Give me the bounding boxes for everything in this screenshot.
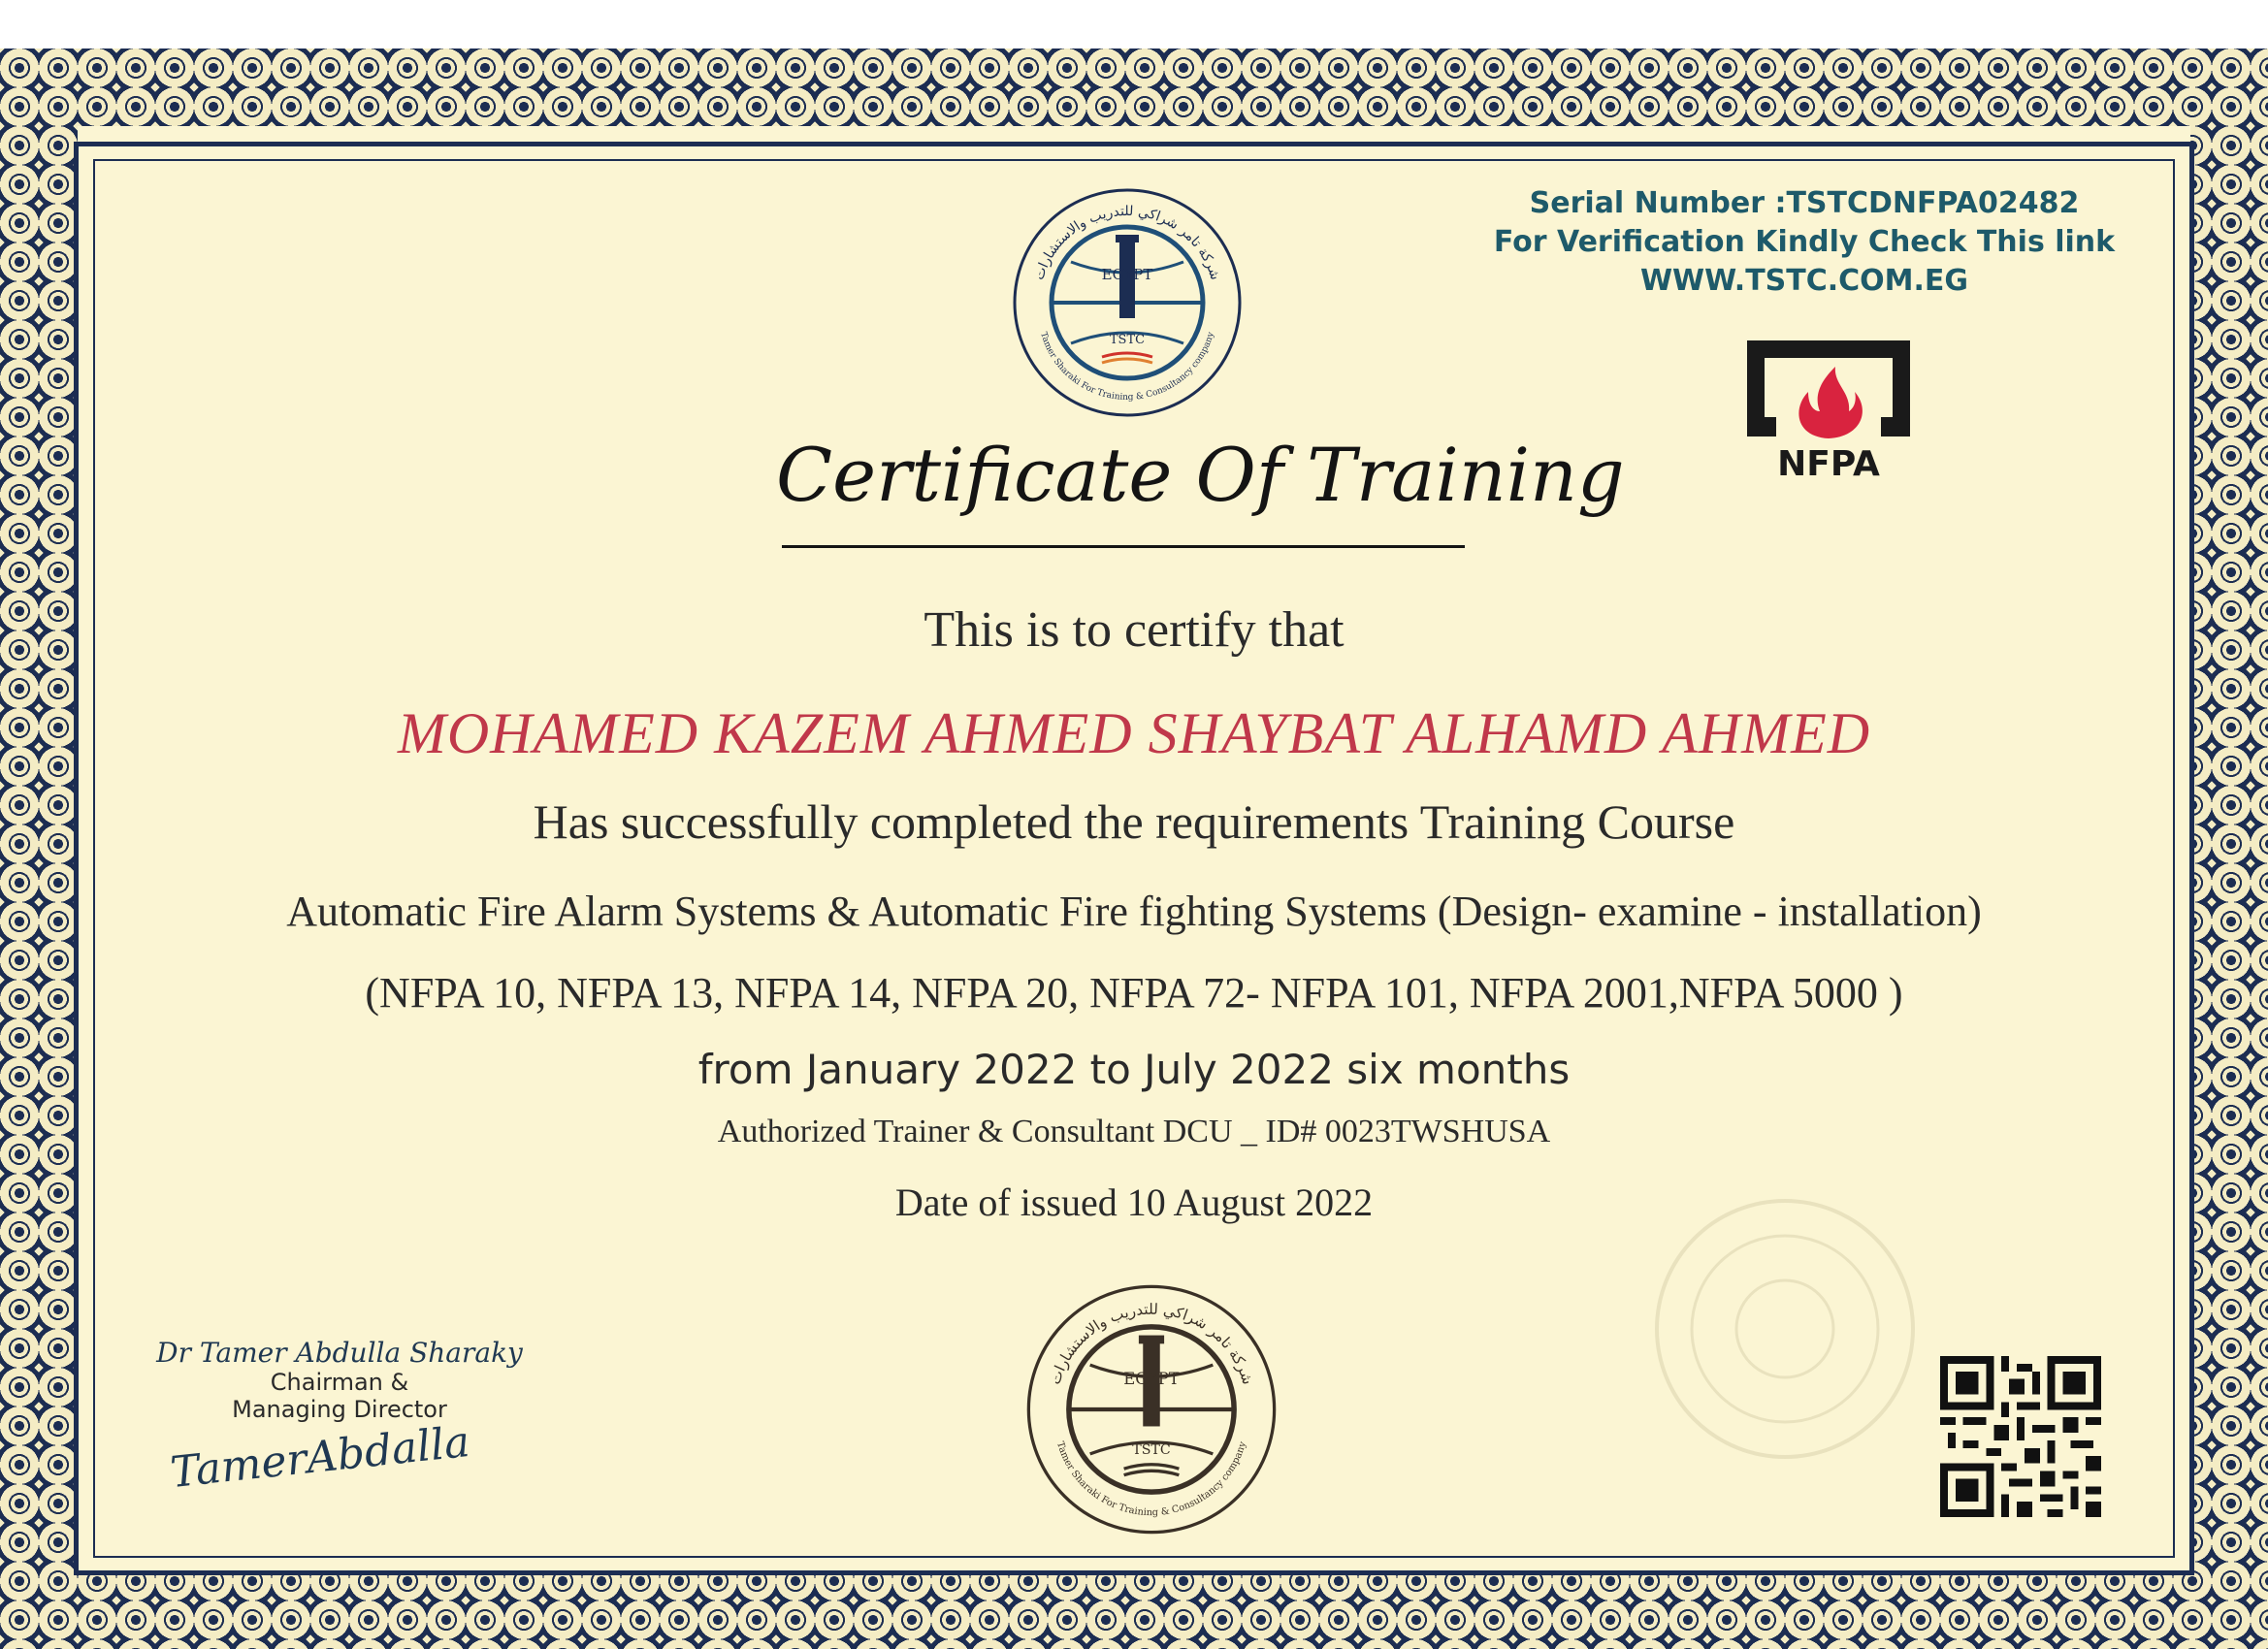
signatory-title-2: Managing Director [232, 1396, 447, 1423]
nfpa-label: NFPA [1777, 444, 1880, 484]
serial-number: Serial Number :TSTCDNFPA02482 [1529, 186, 2080, 220]
serial-block [1455, 184, 2154, 301]
seal-english-text-bottom: Tamer Sharaki For Training & Consultancy company [1053, 1440, 1249, 1519]
trainer-id: Authorized Trainer & Consultant DCU _ ID# 0023TWSHUSA [717, 1114, 1551, 1149]
recipient-name: MOHAMED KAZEM AHMED SHAYBAT ALHAMD AHMED [397, 701, 1871, 765]
seal-abbr: TSTC [1109, 333, 1146, 347]
tstc-seal-top-icon [1011, 186, 1244, 419]
seal-arabic-text-bottom: شركة تامر شراكي للتدريب والاستشارات [1046, 1300, 1257, 1387]
signatory-name: Dr Tamer Abdulla Sharaky [156, 1337, 523, 1369]
completed-line: Has successfully completed the requirements Training Course [533, 794, 1735, 849]
seal-abbr-bottom: TSTC [1132, 1441, 1171, 1458]
course-name: Automatic Fire Alarm Systems & Automatic Fire fighting Systems (Design- examine - installation) [286, 888, 1982, 935]
verification-link[interactable]: WWW.TSTC.COM.EG [1639, 264, 1969, 298]
signature-block [155, 1337, 524, 1499]
embossed-seal-icon [1649, 1193, 1921, 1465]
certify-line: This is to certify that [923, 602, 1345, 658]
seal-country-bottom: EGYPT [1123, 1369, 1180, 1388]
course-period: from January 2022 to July 2022 six months [697, 1046, 1571, 1093]
seal-english-text: Tamer Sharaki For Training & Consultancy company [1038, 331, 1216, 404]
course-standards: (NFPA 10, NFPA 13, NFPA 14, NFPA 20, NFPA 72- NFPA 101, NFPA 2001,NFPA 5000 ) [365, 969, 1903, 1017]
seal-country: EGYPT [1101, 266, 1153, 283]
title-underline [782, 545, 1465, 548]
handwritten-signature: TamerAbdalla [168, 1416, 472, 1499]
certificate-title: Certificate Of Training [776, 432, 1625, 518]
verification-note: For Verification Kindly Check This link [1493, 225, 2116, 259]
issue-date: Date of issued 10 August 2022 [894, 1180, 1374, 1224]
tstc-seal-bottom-icon [1024, 1282, 1279, 1536]
qr-code-icon[interactable] [1940, 1356, 2101, 1517]
signatory-title-1: Chairman & [270, 1369, 409, 1396]
nfpa-logo-icon [1736, 332, 1921, 487]
seal-arabic-text: شركة تامر شراكي للتدريب والاستشارات [1031, 203, 1223, 282]
